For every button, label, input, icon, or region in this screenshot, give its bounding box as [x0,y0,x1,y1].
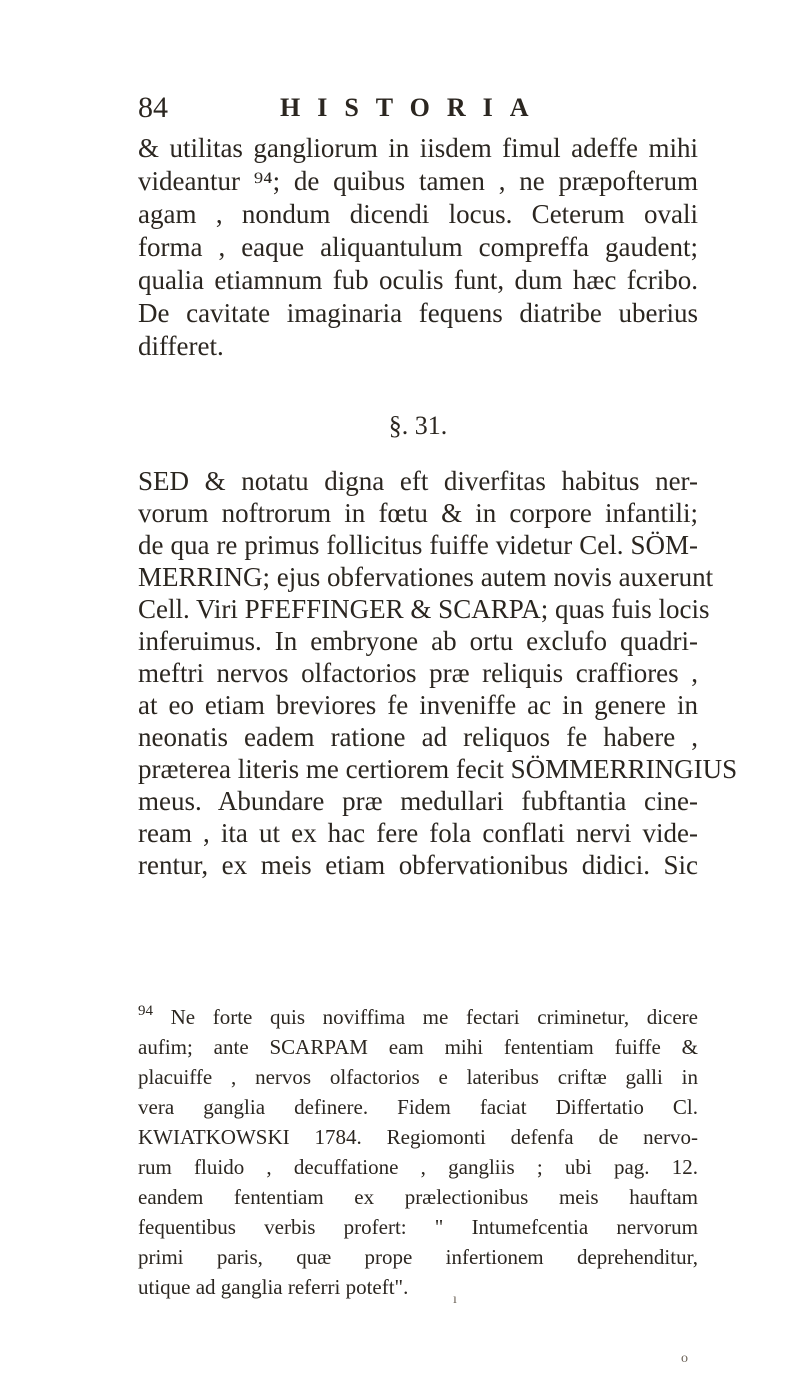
running-head [138,88,698,128]
text-line: neonatis eadem ratione ad reliquos fe habere , [138,722,698,752]
text-line: at eo etiam breviores fe inveniffe ac in genere in [138,690,698,720]
text-line: rentur, ex meis etiam obfervationibus didici. Sic [138,850,698,880]
text-line: qualia etiamnum fub oculis funt, dum hæc fcribo. [138,265,698,295]
text-line: ream , ita ut ex hac fere fola conflati nervi vide- [138,818,698,848]
footnote-line: aufim; ante SCARPAM eam mihi fententiam fuiffe & [138,1035,698,1059]
footnote-line [138,1002,698,1032]
footnote-line: primi paris, quæ prope infertionem deprehenditur, [138,1245,698,1269]
running-title: HISTORIA [280,93,546,122]
page-number: 84 [138,91,168,124]
section-heading: §. 31. [388,411,448,440]
text-line: meus. Abundare præ medullari fubftantia cine- [138,786,698,816]
footnote-line: utique ad ganglia referri poteft". [138,1275,409,1299]
footnote-line: rum fluido , decuffatione , gangliis ; ubi pag. 12. [138,1155,698,1179]
footnote-line-text: Ne forte quis noviffima me fectari criminetur, dicere [170,1005,698,1029]
footnote [138,1002,698,1302]
footnote-line: eandem fententiam ex prælectionibus meis hauftam [138,1185,698,1209]
stray-mark: o [681,1351,688,1366]
text-line: forma , eaque aliquantulum compreffa gaudent; [138,232,698,262]
text-line: differet. [138,331,224,361]
text-line: de qua re primus follicitus fuiffe videtur Cel. SÖM- [138,530,698,560]
text-line: inferuimus. In embryone ab ortu exclufo quadri- [138,626,698,656]
text-line: vorum noftrorum in fœtu & in corpore infantili; [138,498,698,528]
text-line: præterea literis me certiorem fecit SÖMMERRINGIUS [138,754,738,784]
text-line: Cell. Viri PFEFFINGER & SCARPA; quas fuis locis [138,594,710,624]
paragraph-2 [138,465,738,881]
footnote-marker: 94 [138,1003,153,1019]
stray-mark: ı [453,1292,457,1307]
text-line: videantur ⁹⁴; de quibus tamen , ne præpofterum [138,166,698,196]
footnote-line: placuiffe , nervos olfactorios e lateribus criftæ galli in [138,1065,698,1089]
footnote-line: fequentibus verbis profert: " Intumefcentia nervorum [138,1215,698,1239]
text-line: MERRING; ejus obfervationes autem novis auxerunt [138,562,714,592]
paragraph-1 [138,132,698,363]
text-line: & utilitas gangliorum in iisdem fimul adeffe mihi [138,133,698,163]
text-line: agam , nondum dicendi locus. Ceterum ovali [138,199,698,229]
text-line: meftri nervos olfactorios præ reliquis craffiores , [138,658,698,688]
text-line: SED & notatu digna eft diverfitas habitus ner- [138,466,698,496]
footnote-line: KWIATKOWSKI 1784. Regiomonti defenfa de nervo- [138,1125,698,1149]
text-line: De cavitate imaginaria fequens diatribe uberius [138,298,698,328]
footnote-line: vera ganglia definere. Fidem faciat Differtatio Cl. [138,1095,698,1119]
